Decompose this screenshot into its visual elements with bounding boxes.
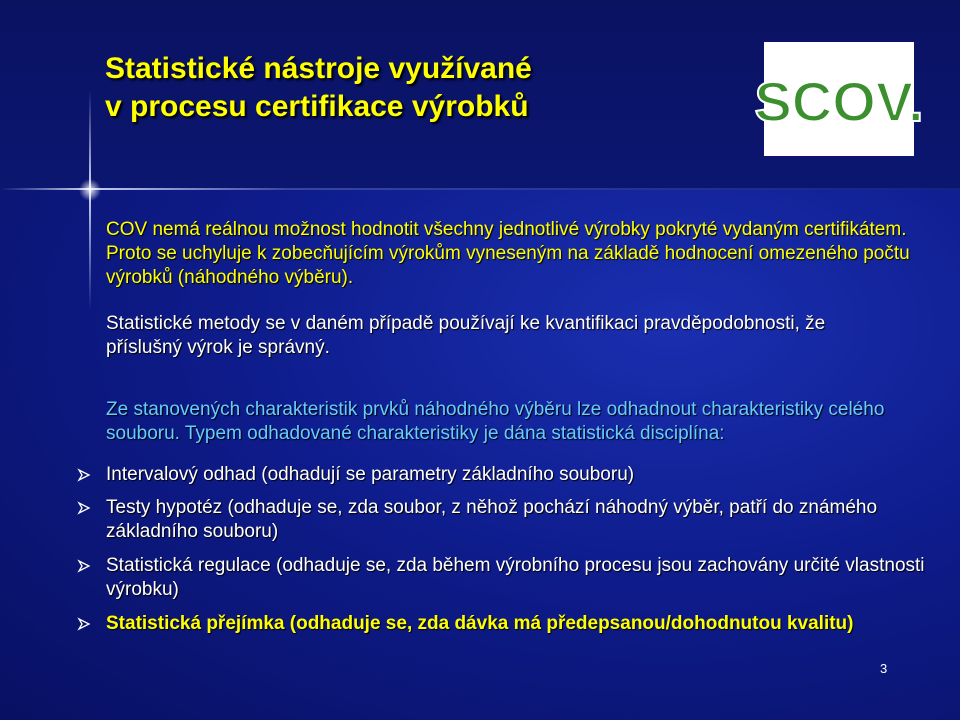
paragraph-sample-characteristics: Ze stanovených charakteristik prvků náhodného výběru lze odhadnout charakteristiky celého souboru. Typem odhadované charakteristiky je dána statistická disciplína:: [106, 399, 885, 444]
arrowhead-bullet-icon: [78, 618, 90, 630]
scov-logo-text: SCOV.: [754, 70, 924, 133]
decorative-horizontal-line: [0, 188, 960, 190]
list-item-text: Testy hypotéz (odhaduje se, zda soubor, z něhož pochází náhodný výběr, patří do známého základního souboru): [106, 497, 878, 542]
list-item: [78, 554, 938, 602]
page-number: 3: [880, 661, 888, 676]
paragraph-statistical-methods: Statistické metody se v daném případě používají ke kvantifikaci pravděpodobnosti, že příslušný výrok je správný.: [106, 313, 826, 358]
paragraph-cov-limitation: COV nemá reálnou možnost hodnotit všechny jednotlivé výrobky pokryté vydaným certifikátem. Proto se uchyluje k zobecňujícím výrokům vyneseným na základě hodnocení omezeného počtu výrobků (náhodného výběru).: [106, 219, 910, 288]
list-item: [78, 463, 938, 487]
slide-title-line2: v procesu certifikace výrobků: [105, 90, 529, 123]
list-item-text: Statistická přejímka (odhaduje se, zda dávka má předepsanou/dohodnutou kvalitu): [106, 613, 854, 634]
list-item-text: Statistická regulace (odhaduje se, zda během výrobního procesu jsou zachovány určité vlastnosti výrobku): [106, 555, 925, 600]
scov-logo: [754, 42, 924, 156]
list-item: [78, 496, 938, 544]
arrowhead-bullet-icon: [78, 502, 90, 514]
slide-title: [105, 50, 532, 126]
arrowhead-bullet-icon: [78, 560, 90, 572]
arrowhead-bullet-icon: [78, 469, 90, 481]
decorative-sparkle: [78, 178, 102, 202]
scov-logo-graphic: [754, 59, 924, 139]
list-item-text: Intervalový odhad (odhadují se parametry základního souboru): [106, 464, 635, 485]
list-item: [78, 612, 938, 636]
slide-title-line1: Statistické nástroje využívané: [105, 52, 532, 85]
statistical-disciplines-list: [78, 463, 938, 636]
